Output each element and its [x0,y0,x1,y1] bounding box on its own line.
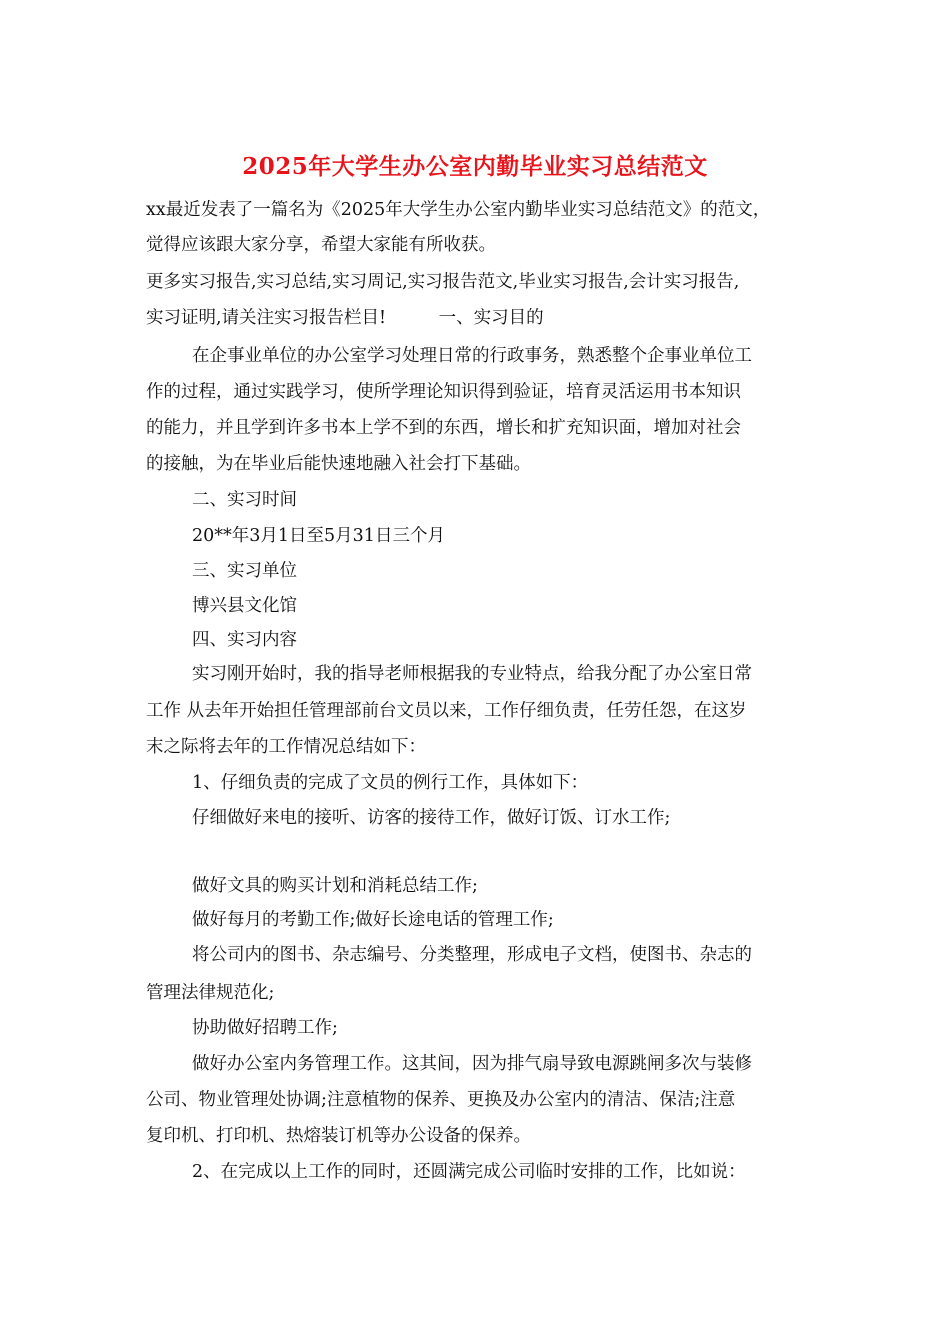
section-heading: 四、实习内容 [192,630,297,650]
section-heading: 三、实习单位 [192,561,297,581]
paragraph-line: 2、在完成以上工作的同时，还圆满完成公司临时安排的工作，比如说： [192,1162,746,1182]
intro-line-2: 觉得应该跟大家分享，希望大家能有所收获。 [146,235,496,255]
paragraph-line: 仔细做好来电的接听、访客的接待工作，做好订饭、订水工作; [192,808,671,828]
paragraph-line: 博兴县文化馆 [192,596,297,616]
paragraph-line: 20**年3月1日至5月31日三个月 [192,526,445,546]
paragraph-line: 做好每月的考勤工作;做好长途电话的管理工作; [192,910,554,930]
paragraph-line: 实习刚开始时，我的指导老师根据我的专业特点，给我分配了办公室日常 [192,664,752,684]
links-line-1: 更多实习报告,实习总结,实习周记,实习报告范文,毕业实习报告,会计实习报告, [146,272,740,292]
paragraph-line: 做好办公室内务管理工作。这其间，因为排气扇导致电源跳闸多次与装修 [192,1054,752,1074]
paragraph-line: 在企事业单位的办公室学习处理日常的行政事务，熟悉整个企事业单位工 [192,346,752,366]
paragraph-line: 工作 从去年开始担任管理部前台文员以来，工作仔细负责，任劳任怨，在这岁 [146,701,747,721]
paragraph-line: 管理法律规范化; [146,983,275,1003]
intro-line-1: xx最近发表了一篇名为《2025年大学生办公室内勤毕业实习总结范文》的范文， [146,200,771,220]
paragraph-line: 公司、物业管理处协调;注意植物的保养、更换及办公室内的清洁、保洁;注意 [146,1090,736,1110]
paragraph-line: 作的过程，通过实践学习，使所学理论知识得到验证，培育灵活运用书本知识 [146,382,741,402]
paragraph-line: 的能力，并且学到许多书本上学不到的东西，增长和扩充知识面，增加对社会 [146,418,741,438]
paragraph-line: 的接触，为在毕业后能快速地融入社会打下基础。 [146,454,531,474]
paragraph-line: 末之际将去年的工作情况总结如下： [146,737,426,757]
links-line-2: 实习证明,请关注实习报告栏目! 一、实习目的 [146,308,544,328]
paragraph-line: 复印机、打印机、热熔装订机等办公设备的保养。 [146,1126,531,1146]
document-title: 2025年大学生办公室内勤毕业实习总结范文 [242,153,708,180]
paragraph-line: 做好文具的购买计划和消耗总结工作; [192,876,478,896]
paragraph-line: 1、仔细负责的完成了文员的例行工作，具体如下： [192,773,589,793]
section-heading: 二、实习时间 [192,490,297,510]
paragraph-line: 协助做好招聘工作; [192,1018,338,1038]
paragraph-line: 将公司内的图书、杂志编号、分类整理，形成电子文档，使图书、杂志的 [192,945,752,965]
